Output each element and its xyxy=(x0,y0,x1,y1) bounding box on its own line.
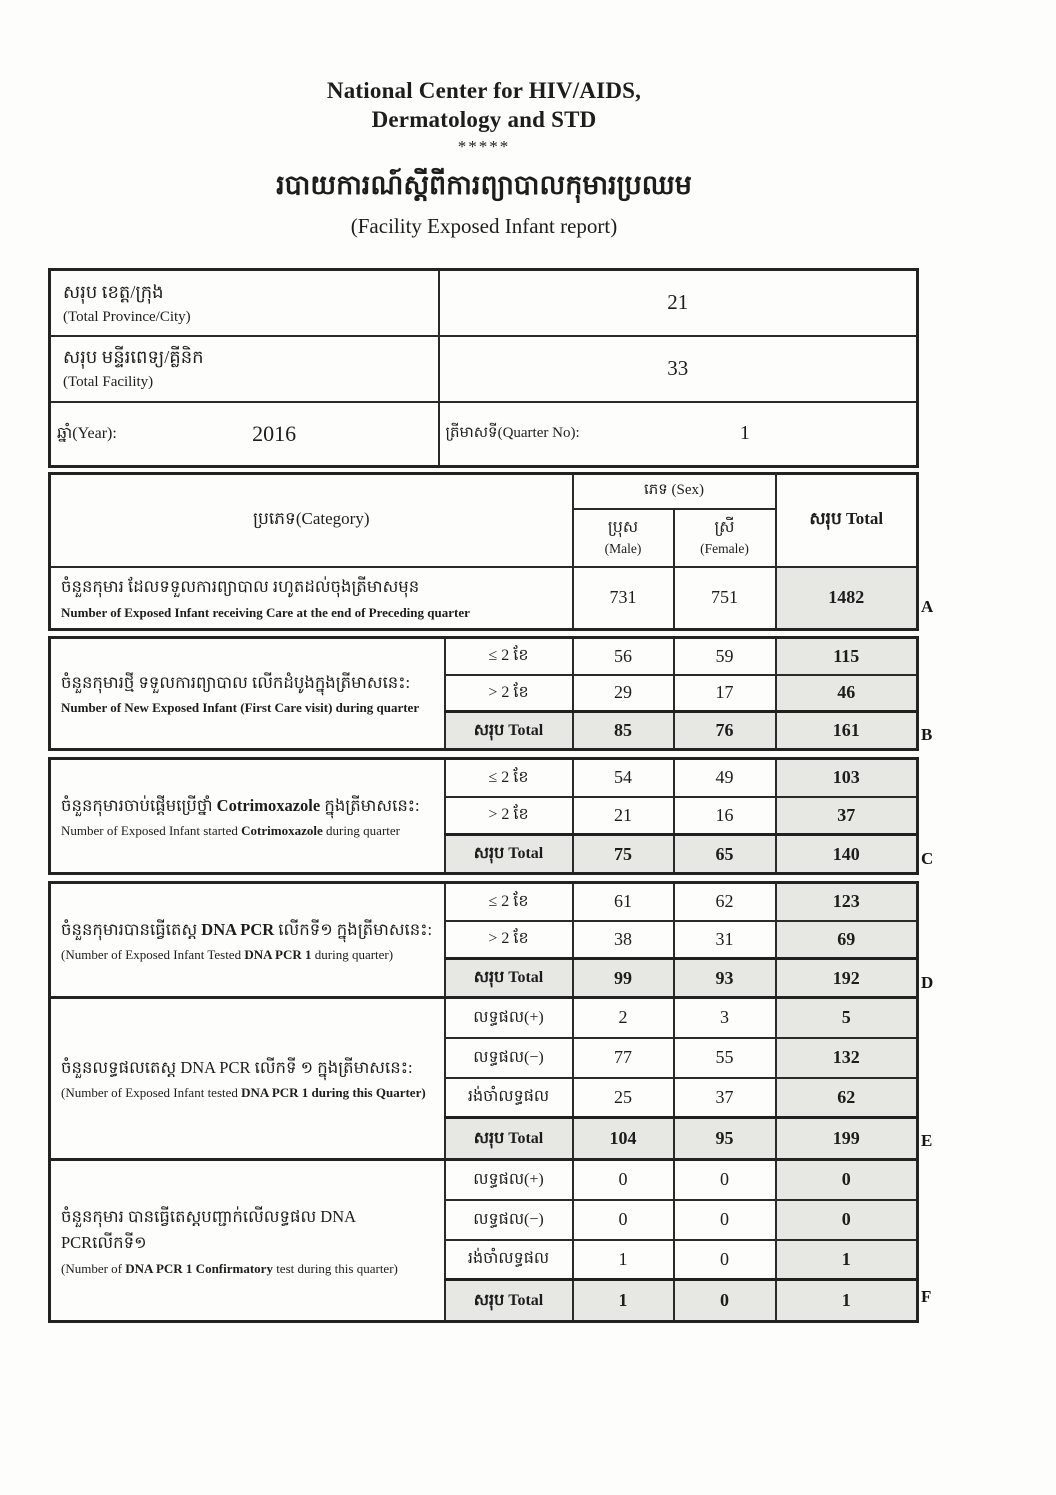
male-value: 0 xyxy=(573,1160,674,1200)
male-header-english: (Male) xyxy=(604,541,642,557)
section-e-row-1 xyxy=(50,998,918,1038)
male-value: 38 xyxy=(573,921,674,959)
male-value: 25 xyxy=(573,1078,674,1118)
section-e-label-cell xyxy=(50,998,445,1160)
total-value: 69 xyxy=(776,921,918,959)
female-value: 49 xyxy=(674,759,776,797)
female-total-value: 93 xyxy=(674,959,776,998)
total-province-label-english: (Total Province/City) xyxy=(63,308,191,325)
result-negative-label: លទ្ធផល(−) xyxy=(445,1038,573,1078)
female-value: 0 xyxy=(674,1160,776,1200)
total-value: 62 xyxy=(776,1078,918,1118)
male-total-value: 1 xyxy=(573,1280,674,1322)
female-header-khmer: ស្រី xyxy=(714,519,735,537)
total-row-label: សរុប Total xyxy=(445,712,573,750)
total-province-value: 21 xyxy=(439,270,918,336)
section-a-male-value: 731 xyxy=(573,567,674,630)
total-value: 0 xyxy=(776,1200,918,1240)
year-cell xyxy=(50,402,439,467)
total-province-row xyxy=(50,270,918,336)
male-value: 1 xyxy=(573,1240,674,1280)
section-c-row-1 xyxy=(50,759,918,797)
total-value: 123 xyxy=(776,883,918,921)
total-value: 132 xyxy=(776,1038,918,1078)
female-value: 0 xyxy=(674,1240,776,1280)
section-b-table xyxy=(48,636,919,751)
total-facility-row xyxy=(50,336,918,402)
total-facility-value: 33 xyxy=(439,336,918,402)
grand-total-value: 199 xyxy=(776,1118,918,1160)
section-e-label-khmer: ចំនួនលទ្ធផលតេស្ត DNA PCR លើកទី ១ ក្នុងត្រីមាសនេះ: xyxy=(61,1058,413,1078)
total-value: 37 xyxy=(776,797,918,835)
summary-table xyxy=(48,268,919,468)
year-quarter-row xyxy=(50,402,918,467)
section-b-label-cell xyxy=(50,638,445,750)
female-header-cell xyxy=(674,509,776,567)
table-header-row-sex xyxy=(50,474,918,509)
result-positive-label: លទ្ធផល(+) xyxy=(445,1160,573,1200)
grand-total-value: 140 xyxy=(776,835,918,874)
section-e-label-english: (Number of Exposed Infant tested DNA PCR 1 during this Quarter) xyxy=(61,1085,426,1101)
section-e-table xyxy=(48,996,919,1161)
section-c-marker: C xyxy=(921,849,934,868)
total-value: 115 xyxy=(776,638,918,675)
section-a-female-value: 751 xyxy=(674,567,776,630)
male-total-value: 99 xyxy=(573,959,674,998)
total-facility-label-english: (Total Facility) xyxy=(63,374,154,391)
quarter-cell xyxy=(439,402,918,467)
total-value: 0 xyxy=(776,1160,918,1200)
male-value: 61 xyxy=(573,883,674,921)
section-a-label-cell xyxy=(50,567,573,630)
report-title-english: (Facility Exposed Infant report) xyxy=(350,214,618,239)
female-header-english: (Female) xyxy=(700,541,749,557)
section-b-label-english: Number of New Exposed Infant (First Care visit) during quarter xyxy=(61,700,420,716)
section-c-table xyxy=(48,757,919,875)
age-band-label: > 2 ខែ xyxy=(445,921,573,959)
total-value: 103 xyxy=(776,759,918,797)
result-pending-label: រង់ចាំលទ្ធផល xyxy=(445,1078,573,1118)
female-value: 59 xyxy=(674,638,776,675)
section-a-total-value: 1482 xyxy=(776,567,918,630)
female-value: 55 xyxy=(674,1038,776,1078)
male-total-value: 75 xyxy=(573,835,674,874)
year-label: ឆ្នាំ(Year): xyxy=(57,424,117,442)
section-a-label-english: Number of Exposed Infant receiving Care at the end of Preceding quarter xyxy=(61,604,470,620)
divider-stars: ***** xyxy=(457,136,511,156)
section-f-label-cell xyxy=(50,1160,445,1322)
result-negative-label: លទ្ធផល(−) xyxy=(445,1200,573,1240)
quarter-value: 1 xyxy=(739,422,750,445)
org-name-line2: Dermatology and STD xyxy=(371,107,597,133)
age-band-label: ≤ 2 ខែ xyxy=(445,883,573,921)
female-value: 0 xyxy=(674,1200,776,1240)
female-total-value: 95 xyxy=(674,1118,776,1160)
male-value: 77 xyxy=(573,1038,674,1078)
total-row-label: សរុប Total xyxy=(445,959,573,998)
age-band-label: > 2 ខែ xyxy=(445,675,573,712)
section-a-marker: A xyxy=(921,597,934,616)
female-value: 31 xyxy=(674,921,776,959)
total-row-label: សរុប Total xyxy=(445,1280,573,1322)
category-header: ប្រភេទ(Category) xyxy=(50,474,573,567)
female-value: 37 xyxy=(674,1078,776,1118)
org-name-line1: National Center for HIV/AIDS, xyxy=(326,78,642,103)
total-facility-label-khmer: សរុប មន្ទីរពេទ្យ/គ្លីនិក xyxy=(63,347,204,368)
male-value: 56 xyxy=(573,638,674,675)
section-b-label-khmer: ចំនួនកុមារថ្មី ទទួលការព្យាបាល លើកដំបូងក្នុងត្រីមាសនេះ: xyxy=(61,673,411,693)
section-f-marker: F xyxy=(921,1287,932,1306)
total-province-label-khmer: សរុប ខេត្ត/ក្រុង xyxy=(63,281,164,302)
male-value: 0 xyxy=(573,1200,674,1240)
report-title-khmer: របាយការណ៍ស្តីពីការព្យាបាលកុមារប្រឈម xyxy=(276,169,692,200)
male-value: 29 xyxy=(573,675,674,712)
document-header xyxy=(48,76,920,239)
section-f-label-english: (Number of DNA PCR 1 Confirmatory test during this quarter) xyxy=(61,1260,398,1276)
section-b-marker: B xyxy=(921,725,933,744)
total-header: សរុប Total xyxy=(776,474,918,567)
section-e-marker: E xyxy=(921,1131,933,1150)
section-a-table xyxy=(48,472,919,631)
total-value: 46 xyxy=(776,675,918,712)
section-c-label-khmer: ចំនួនកុមារចាប់ផ្តើមប្រើថ្នាំ Cotrimoxazole ក្នុងត្រីមាសនេះ: xyxy=(61,795,420,815)
section-f-table xyxy=(48,1158,919,1323)
age-band-label: ≤ 2 ខែ xyxy=(445,759,573,797)
female-value: 16 xyxy=(674,797,776,835)
section-d-row-1 xyxy=(50,883,918,921)
section-c-label-cell xyxy=(50,759,445,874)
total-value: 1 xyxy=(776,1240,918,1280)
grand-total-value: 161 xyxy=(776,712,918,750)
female-value: 62 xyxy=(674,883,776,921)
section-f-label-khmer: ចំនួនកុមារ បានធ្វើតេស្តបញ្ជាក់លើលទ្ធផល DNA PCRលើកទី១ xyxy=(61,1206,356,1253)
male-value: 54 xyxy=(573,759,674,797)
section-a-row xyxy=(50,567,918,630)
female-total-value: 76 xyxy=(674,712,776,750)
result-positive-label: លទ្ធផល(+) xyxy=(445,998,573,1038)
female-value: 17 xyxy=(674,675,776,712)
quarter-label: ត្រីមាសទី(Quarter No): xyxy=(445,424,580,441)
grand-total-value: 1 xyxy=(776,1280,918,1322)
section-d-label-english: (Number of Exposed Infant Tested DNA PCR 1 during quarter) xyxy=(61,946,394,962)
female-total-value: 65 xyxy=(674,835,776,874)
total-value: 5 xyxy=(776,998,918,1038)
male-header-khmer: ប្រុស xyxy=(607,519,639,537)
total-row-label: សរុប Total xyxy=(445,835,573,874)
section-d-table xyxy=(48,881,919,999)
section-b-row-1 xyxy=(50,638,918,675)
grand-total-value: 192 xyxy=(776,959,918,998)
female-total-value: 0 xyxy=(674,1280,776,1322)
male-total-value: 104 xyxy=(573,1118,674,1160)
age-band-label: ≤ 2 ខែ xyxy=(445,638,573,675)
sex-header: ភេទ (Sex) xyxy=(573,474,776,509)
section-a-label-khmer: ចំនួនកុមារ ដែលទទួលការព្យាបាល រហូតដល់ចុងត្រីមាសមុន xyxy=(61,577,420,597)
male-total-value: 85 xyxy=(573,712,674,750)
total-province-label-cell xyxy=(50,270,439,336)
female-value: 3 xyxy=(674,998,776,1038)
result-pending-label: រង់ចាំលទ្ធផល xyxy=(445,1240,573,1280)
age-band-label: > 2 ខែ xyxy=(445,797,573,835)
section-d-marker: D xyxy=(921,973,934,992)
total-row-label: សរុប Total xyxy=(445,1118,573,1160)
section-d-label-cell xyxy=(50,883,445,998)
male-value: 2 xyxy=(573,998,674,1038)
section-c-label-english: Number of Exposed Infant started Cotrimoxazole during quarter xyxy=(61,822,400,838)
total-facility-label-cell xyxy=(50,336,439,402)
year-value: 2016 xyxy=(252,420,297,446)
section-d-label-khmer: ចំនួនកុមារបានធ្វើតេស្ត DNA PCR លើកទី១ ក្នុងត្រីមាសនេះ: xyxy=(61,919,433,939)
section-f-row-1 xyxy=(50,1160,918,1200)
male-header-cell xyxy=(573,509,674,567)
male-value: 21 xyxy=(573,797,674,835)
